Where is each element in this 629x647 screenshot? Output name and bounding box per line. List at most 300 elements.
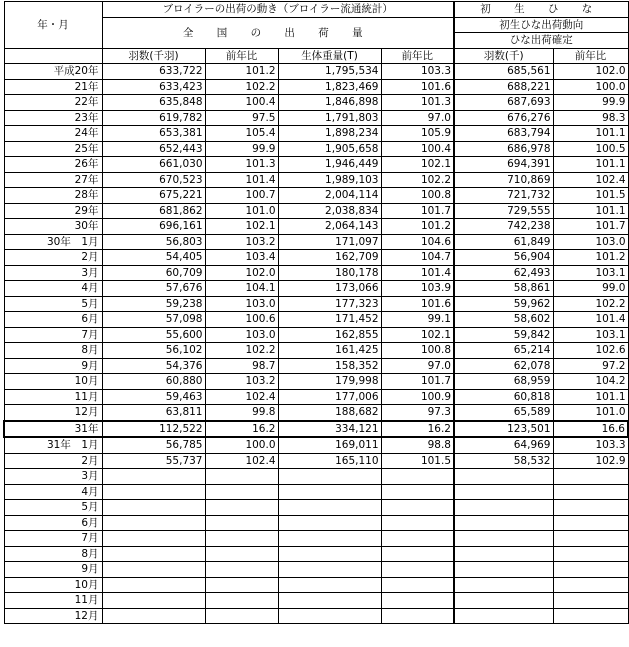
birds-cell xyxy=(102,593,205,609)
row-label: 24年 xyxy=(4,126,102,142)
row-label: 30年 xyxy=(4,219,102,235)
chicks-cell: 62,493 xyxy=(454,265,553,281)
row-label: 9月 xyxy=(4,562,102,578)
weight-yoy-cell: 101.7 xyxy=(381,203,454,219)
birds-cell xyxy=(102,562,205,578)
table-row xyxy=(4,343,628,359)
weight-cell: 171,452 xyxy=(278,312,381,328)
weight-cell: 1,905,658 xyxy=(278,141,381,157)
table-row xyxy=(4,562,628,578)
birds-cell: 112,522 xyxy=(102,421,205,438)
row-label: 4月 xyxy=(4,281,102,297)
row-label: 28年 xyxy=(4,188,102,204)
weight-yoy-cell: 97.3 xyxy=(381,405,454,421)
col-header-birds-yoy: 前年比 xyxy=(205,48,278,64)
birds-yoy-cell: 102.4 xyxy=(205,389,278,405)
chicks-yoy-cell: 101.5 xyxy=(553,188,628,204)
chicks-cell: 58,861 xyxy=(454,281,553,297)
table-row xyxy=(4,421,628,438)
chicks-yoy-cell: 98.3 xyxy=(553,110,628,126)
birds-yoy-cell xyxy=(205,484,278,500)
weight-cell: 173,066 xyxy=(278,281,381,297)
weight-yoy-cell xyxy=(381,562,454,578)
weight-yoy-cell: 102.1 xyxy=(381,327,454,343)
birds-yoy-cell: 98.7 xyxy=(205,358,278,374)
row-label: 23年 xyxy=(4,110,102,126)
chicks-cell xyxy=(454,546,553,562)
chicks-yoy-cell: 102.9 xyxy=(553,453,628,469)
chicks-cell: 61,849 xyxy=(454,234,553,250)
birds-cell: 633,722 xyxy=(102,64,205,80)
weight-cell: 2,038,834 xyxy=(278,203,381,219)
birds-yoy-cell: 100.6 xyxy=(205,312,278,328)
weight-cell: 165,110 xyxy=(278,453,381,469)
chicks-yoy-cell xyxy=(553,546,628,562)
table-row xyxy=(4,484,628,500)
weight-cell: 158,352 xyxy=(278,358,381,374)
chick-sub-header-2: ひな出荷確定 xyxy=(454,33,628,49)
chicks-yoy-cell xyxy=(553,484,628,500)
birds-cell xyxy=(102,546,205,562)
table-row xyxy=(4,219,628,235)
table-row xyxy=(4,95,628,111)
birds-cell xyxy=(102,577,205,593)
row-label: 5月 xyxy=(4,500,102,516)
birds-cell: 57,676 xyxy=(102,281,205,297)
weight-yoy-cell: 101.7 xyxy=(381,374,454,390)
birds-cell: 54,376 xyxy=(102,358,205,374)
table-row xyxy=(4,515,628,531)
weight-cell: 1,846,898 xyxy=(278,95,381,111)
birds-yoy-cell xyxy=(205,469,278,485)
row-label: 11月 xyxy=(4,389,102,405)
birds-cell: 60,880 xyxy=(102,374,205,390)
birds-yoy-cell: 102.1 xyxy=(205,219,278,235)
birds-cell: 652,443 xyxy=(102,141,205,157)
birds-yoy-cell: 103.4 xyxy=(205,250,278,266)
weight-yoy-cell: 104.7 xyxy=(381,250,454,266)
birds-yoy-cell xyxy=(205,577,278,593)
birds-yoy-cell: 97.5 xyxy=(205,110,278,126)
row-label: 27年 xyxy=(4,172,102,188)
birds-yoy-cell: 102.2 xyxy=(205,343,278,359)
birds-cell: 55,600 xyxy=(102,327,205,343)
birds-cell: 59,463 xyxy=(102,389,205,405)
table-row xyxy=(4,531,628,547)
birds-yoy-cell: 99.9 xyxy=(205,141,278,157)
chicks-yoy-cell xyxy=(553,531,628,547)
weight-yoy-cell xyxy=(381,577,454,593)
weight-yoy-cell xyxy=(381,500,454,516)
chicks-yoy-cell: 100.5 xyxy=(553,141,628,157)
row-label: 3月 xyxy=(4,469,102,485)
row-label: 8月 xyxy=(4,546,102,562)
table-row xyxy=(4,546,628,562)
weight-yoy-cell: 100.8 xyxy=(381,188,454,204)
birds-yoy-cell: 101.4 xyxy=(205,172,278,188)
row-label: 29年 xyxy=(4,203,102,219)
birds-cell: 619,782 xyxy=(102,110,205,126)
chicks-cell xyxy=(454,577,553,593)
birds-cell: 57,098 xyxy=(102,312,205,328)
birds-cell xyxy=(102,608,205,624)
row-label: 8月 xyxy=(4,343,102,359)
weight-cell: 1,898,234 xyxy=(278,126,381,142)
weight-yoy-cell: 105.9 xyxy=(381,126,454,142)
broiler-shipment-table xyxy=(3,1,629,624)
birds-yoy-cell: 100.7 xyxy=(205,188,278,204)
row-label: 26年 xyxy=(4,157,102,173)
table-row xyxy=(4,126,628,142)
chicks-cell: 710,869 xyxy=(454,172,553,188)
birds-yoy-cell: 102.4 xyxy=(205,453,278,469)
birds-yoy-cell xyxy=(205,546,278,562)
row-label: 22年 xyxy=(4,95,102,111)
chicks-cell: 676,276 xyxy=(454,110,553,126)
chicks-yoy-cell: 101.4 xyxy=(553,312,628,328)
birds-cell xyxy=(102,531,205,547)
row-label: 11月 xyxy=(4,593,102,609)
chicks-cell xyxy=(454,531,553,547)
row-label: 7月 xyxy=(4,327,102,343)
birds-cell: 56,102 xyxy=(102,343,205,359)
weight-yoy-cell xyxy=(381,484,454,500)
chicks-cell xyxy=(454,608,553,624)
chicks-yoy-cell xyxy=(553,577,628,593)
table-row xyxy=(4,500,628,516)
birds-yoy-cell xyxy=(205,531,278,547)
birds-cell xyxy=(102,469,205,485)
chicks-cell: 68,959 xyxy=(454,374,553,390)
chicks-cell: 729,555 xyxy=(454,203,553,219)
weight-yoy-cell: 101.4 xyxy=(381,265,454,281)
chicks-yoy-cell xyxy=(553,500,628,516)
row-label: 25年 xyxy=(4,141,102,157)
weight-yoy-cell: 99.1 xyxy=(381,312,454,328)
birds-cell: 633,423 xyxy=(102,79,205,95)
chicks-yoy-cell: 99.9 xyxy=(553,95,628,111)
row-label: 31年 1月 xyxy=(4,437,102,453)
weight-yoy-cell: 97.0 xyxy=(381,358,454,374)
chicks-cell: 56,904 xyxy=(454,250,553,266)
chicks-yoy-cell: 101.0 xyxy=(553,405,628,421)
row-label: 31年 xyxy=(4,421,102,438)
weight-cell: 171,097 xyxy=(278,234,381,250)
weight-yoy-cell xyxy=(381,593,454,609)
chicks-cell: 64,969 xyxy=(454,437,553,453)
chicks-cell: 65,589 xyxy=(454,405,553,421)
birds-yoy-cell: 103.2 xyxy=(205,234,278,250)
chicks-yoy-cell xyxy=(553,469,628,485)
weight-cell xyxy=(278,484,381,500)
chicks-cell: 62,078 xyxy=(454,358,553,374)
chicks-yoy-cell: 103.3 xyxy=(553,437,628,453)
weight-yoy-cell: 104.6 xyxy=(381,234,454,250)
table-row xyxy=(4,64,628,80)
weight-cell xyxy=(278,562,381,578)
chicks-yoy-cell: 102.0 xyxy=(553,64,628,80)
birds-yoy-cell xyxy=(205,593,278,609)
row-label: 平成20年 xyxy=(4,64,102,80)
weight-yoy-cell: 103.9 xyxy=(381,281,454,297)
birds-cell: 635,848 xyxy=(102,95,205,111)
year-month-header: 年・月 xyxy=(4,2,102,49)
birds-yoy-cell: 102.0 xyxy=(205,265,278,281)
weight-yoy-cell: 103.3 xyxy=(381,64,454,80)
weight-cell: 334,121 xyxy=(278,421,381,438)
chicks-cell: 685,561 xyxy=(454,64,553,80)
weight-cell: 177,006 xyxy=(278,389,381,405)
weight-yoy-cell: 101.2 xyxy=(381,219,454,235)
birds-yoy-cell xyxy=(205,515,278,531)
weight-cell: 162,855 xyxy=(278,327,381,343)
weight-yoy-cell: 100.9 xyxy=(381,389,454,405)
weight-cell: 1,791,803 xyxy=(278,110,381,126)
chicks-yoy-cell: 104.2 xyxy=(553,374,628,390)
birds-yoy-cell: 103.2 xyxy=(205,374,278,390)
chicks-cell: 60,818 xyxy=(454,389,553,405)
weight-yoy-cell xyxy=(381,469,454,485)
table-row xyxy=(4,188,628,204)
chicks-yoy-cell: 99.0 xyxy=(553,281,628,297)
weight-yoy-cell: 101.3 xyxy=(381,95,454,111)
weight-yoy-cell: 101.6 xyxy=(381,79,454,95)
weight-cell xyxy=(278,577,381,593)
chicks-yoy-cell: 101.7 xyxy=(553,219,628,235)
weight-cell xyxy=(278,531,381,547)
row-label: 6月 xyxy=(4,312,102,328)
weight-yoy-cell xyxy=(381,531,454,547)
table-row xyxy=(4,405,628,421)
birds-cell: 54,405 xyxy=(102,250,205,266)
chicks-cell xyxy=(454,469,553,485)
col-header-chicks: 羽数(千) xyxy=(454,48,553,64)
birds-cell: 60,709 xyxy=(102,265,205,281)
weight-cell: 161,425 xyxy=(278,343,381,359)
weight-cell xyxy=(278,469,381,485)
weight-cell: 177,323 xyxy=(278,296,381,312)
weight-cell xyxy=(278,546,381,562)
row-label: 30年 1月 xyxy=(4,234,102,250)
table-row xyxy=(4,79,628,95)
table-row xyxy=(4,296,628,312)
birds-yoy-cell: 100.4 xyxy=(205,95,278,111)
birds-cell: 696,161 xyxy=(102,219,205,235)
table-row xyxy=(4,453,628,469)
weight-yoy-cell: 101.6 xyxy=(381,296,454,312)
weight-yoy-cell xyxy=(381,515,454,531)
table-row xyxy=(4,265,628,281)
birds-cell: 653,381 xyxy=(102,126,205,142)
row-label: 10月 xyxy=(4,374,102,390)
national-shipments-header: 全 国 の 出 荷 量 xyxy=(102,17,454,48)
table-row xyxy=(4,141,628,157)
weight-yoy-cell: 98.8 xyxy=(381,437,454,453)
birds-yoy-cell: 101.2 xyxy=(205,64,278,80)
broiler-title: ブロイラーの出荷の動き（ブロイラー流通統計） xyxy=(102,2,454,18)
birds-cell: 670,523 xyxy=(102,172,205,188)
weight-cell: 1,946,449 xyxy=(278,157,381,173)
chicks-yoy-cell: 101.1 xyxy=(553,203,628,219)
weight-cell: 1,823,469 xyxy=(278,79,381,95)
birds-yoy-cell: 100.0 xyxy=(205,437,278,453)
table-row xyxy=(4,327,628,343)
row-label: 4月 xyxy=(4,484,102,500)
birds-yoy-cell: 103.0 xyxy=(205,327,278,343)
row-label: 2月 xyxy=(4,250,102,266)
table-row xyxy=(4,608,628,624)
weight-yoy-cell: 101.5 xyxy=(381,453,454,469)
chicks-yoy-cell xyxy=(553,608,628,624)
weight-cell xyxy=(278,593,381,609)
table-row xyxy=(4,358,628,374)
table-row xyxy=(4,234,628,250)
row-label: 6月 xyxy=(4,515,102,531)
chicks-cell xyxy=(454,562,553,578)
table-row xyxy=(4,374,628,390)
weight-yoy-cell: 100.8 xyxy=(381,343,454,359)
birds-cell: 675,221 xyxy=(102,188,205,204)
chicks-cell: 59,962 xyxy=(454,296,553,312)
chicks-yoy-cell: 101.1 xyxy=(553,389,628,405)
chicks-yoy-cell xyxy=(553,562,628,578)
weight-cell: 1,795,534 xyxy=(278,64,381,80)
chicks-cell: 694,391 xyxy=(454,157,553,173)
row-label: 2月 xyxy=(4,453,102,469)
weight-yoy-cell: 97.0 xyxy=(381,110,454,126)
col-header-birds: 羽数(千羽) xyxy=(102,48,205,64)
birds-cell: 63,811 xyxy=(102,405,205,421)
chicks-cell: 686,978 xyxy=(454,141,553,157)
table-row xyxy=(4,172,628,188)
chicks-yoy-cell: 101.1 xyxy=(553,157,628,173)
chicks-cell: 688,221 xyxy=(454,79,553,95)
weight-cell: 162,709 xyxy=(278,250,381,266)
birds-yoy-cell xyxy=(205,608,278,624)
weight-cell: 188,682 xyxy=(278,405,381,421)
weight-cell: 2,064,143 xyxy=(278,219,381,235)
birds-yoy-cell: 101.3 xyxy=(205,157,278,173)
weight-cell xyxy=(278,500,381,516)
birds-yoy-cell: 105.4 xyxy=(205,126,278,142)
weight-cell: 169,011 xyxy=(278,437,381,453)
weight-yoy-cell: 102.2 xyxy=(381,172,454,188)
row-label: 10月 xyxy=(4,577,102,593)
birds-yoy-cell xyxy=(205,500,278,516)
weight-yoy-cell: 102.1 xyxy=(381,157,454,173)
table-row xyxy=(4,157,628,173)
birds-cell xyxy=(102,484,205,500)
chicks-cell: 687,693 xyxy=(454,95,553,111)
chicks-cell xyxy=(454,500,553,516)
chicks-cell: 683,794 xyxy=(454,126,553,142)
birds-yoy-cell: 102.2 xyxy=(205,79,278,95)
chicks-cell xyxy=(454,593,553,609)
table-row xyxy=(4,281,628,297)
birds-cell: 661,030 xyxy=(102,157,205,173)
chick-title: 初 生 ひ な xyxy=(454,2,628,18)
weight-cell xyxy=(278,515,381,531)
chicks-cell: 58,602 xyxy=(454,312,553,328)
birds-cell: 59,238 xyxy=(102,296,205,312)
birds-yoy-cell: 16.2 xyxy=(205,421,278,438)
table-row xyxy=(4,312,628,328)
chicks-cell xyxy=(454,484,553,500)
birds-cell: 56,785 xyxy=(102,437,205,453)
blank-header xyxy=(4,48,102,64)
chicks-yoy-cell: 103.0 xyxy=(553,234,628,250)
chicks-cell: 721,732 xyxy=(454,188,553,204)
chicks-yoy-cell: 97.2 xyxy=(553,358,628,374)
col-header-weight: 生体重量(T) xyxy=(278,48,381,64)
row-label: 5月 xyxy=(4,296,102,312)
chicks-yoy-cell: 103.1 xyxy=(553,327,628,343)
weight-cell: 2,004,114 xyxy=(278,188,381,204)
chicks-yoy-cell: 100.0 xyxy=(553,79,628,95)
weight-yoy-cell: 100.4 xyxy=(381,141,454,157)
weight-cell: 1,989,103 xyxy=(278,172,381,188)
table-row xyxy=(4,593,628,609)
table-row xyxy=(4,110,628,126)
chicks-yoy-cell: 102.4 xyxy=(553,172,628,188)
row-label: 12月 xyxy=(4,608,102,624)
chicks-yoy-cell: 101.2 xyxy=(553,250,628,266)
birds-yoy-cell xyxy=(205,562,278,578)
col-header-chicks-yoy: 前年比 xyxy=(553,48,628,64)
row-label: 3月 xyxy=(4,265,102,281)
weight-cell: 179,998 xyxy=(278,374,381,390)
weight-cell: 180,178 xyxy=(278,265,381,281)
weight-yoy-cell: 16.2 xyxy=(381,421,454,438)
birds-yoy-cell: 103.0 xyxy=(205,296,278,312)
chicks-cell: 65,214 xyxy=(454,343,553,359)
weight-cell xyxy=(278,608,381,624)
chicks-yoy-cell: 16.6 xyxy=(553,421,628,438)
row-label: 9月 xyxy=(4,358,102,374)
chicks-yoy-cell: 102.6 xyxy=(553,343,628,359)
chicks-cell: 123,501 xyxy=(454,421,553,438)
table-row xyxy=(4,577,628,593)
chicks-yoy-cell xyxy=(553,593,628,609)
table-row xyxy=(4,437,628,453)
weight-yoy-cell xyxy=(381,608,454,624)
table-row xyxy=(4,469,628,485)
chicks-yoy-cell: 101.1 xyxy=(553,126,628,142)
table-row xyxy=(4,389,628,405)
birds-cell xyxy=(102,500,205,516)
row-label: 21年 xyxy=(4,79,102,95)
chicks-yoy-cell: 102.2 xyxy=(553,296,628,312)
birds-yoy-cell: 104.1 xyxy=(205,281,278,297)
col-header-weight-yoy: 前年比 xyxy=(381,48,454,64)
chick-sub-header-1: 初生ひな出荷動向 xyxy=(454,17,628,33)
birds-cell xyxy=(102,515,205,531)
chicks-cell: 742,238 xyxy=(454,219,553,235)
birds-yoy-cell: 99.8 xyxy=(205,405,278,421)
chicks-cell: 59,842 xyxy=(454,327,553,343)
birds-cell: 56,803 xyxy=(102,234,205,250)
chicks-yoy-cell: 103.1 xyxy=(553,265,628,281)
chicks-cell: 58,532 xyxy=(454,453,553,469)
chicks-yoy-cell xyxy=(553,515,628,531)
row-label: 7月 xyxy=(4,531,102,547)
weight-yoy-cell xyxy=(381,546,454,562)
birds-yoy-cell: 101.0 xyxy=(205,203,278,219)
birds-cell: 681,862 xyxy=(102,203,205,219)
table-row xyxy=(4,203,628,219)
chicks-cell xyxy=(454,515,553,531)
table-row xyxy=(4,250,628,266)
